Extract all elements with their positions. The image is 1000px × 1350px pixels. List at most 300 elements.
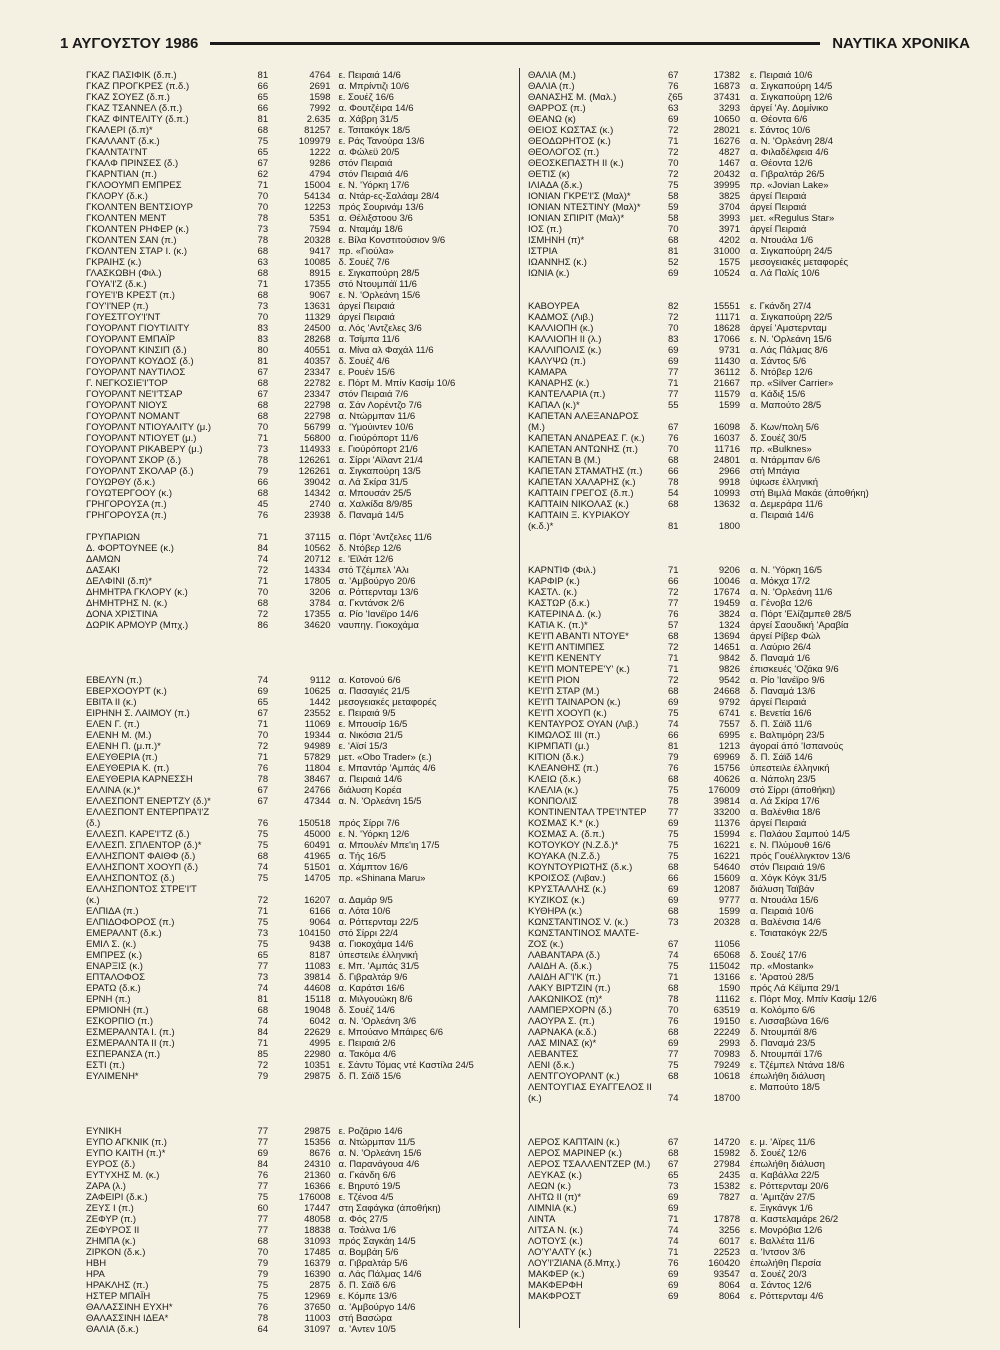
ship-name: ΚΩΝΣΤΑΝΤΙΝΟΣ ΜΑΛΤΕ- [528, 928, 639, 939]
tonnage: 40551 [304, 345, 331, 356]
ship-row [528, 477, 958, 488]
ship-name: ΙΩΑΝΝΗΣ (κ.) [528, 257, 587, 268]
ship-row [528, 972, 958, 983]
tonnage: 22980 [304, 1049, 331, 1060]
position-report: α. Ρόττερνταμ 13/6 [338, 587, 419, 598]
ship-name: ΓΟΥΟΡΛΝΤ ΕΜΠΑΪΡ [86, 334, 176, 345]
ship-name: ΚΕΝΤΑΥΡΟΣ ΟΥΑΝ (Λιβ.) [528, 719, 639, 730]
ship-name: ΚΩΝΣΤΑΝΤΙΝΟΣ V. (κ.) [528, 917, 629, 928]
tonnage: 12087 [713, 884, 740, 895]
build-year: 73 [257, 928, 269, 939]
ship-row [86, 532, 511, 543]
build-year: 78 [257, 1313, 269, 1324]
tonnage: 10046 [713, 576, 740, 587]
build-year: 70 [257, 587, 269, 598]
build-year: 74 [257, 862, 269, 873]
ship-name: ΕΛΕΝΗ Μ. (Μ.) [86, 730, 152, 741]
build-year: 68 [257, 400, 269, 411]
position-report: μετ. «Obo Trader» (ε.) [338, 752, 432, 763]
ship-row [528, 642, 958, 653]
position-report: α. Σάντος 12/6 [750, 1280, 812, 1291]
ship-row [86, 1236, 511, 1247]
ship-name: ΙΟΝΙΑΝ ΝΤΕΣΤΙΝΥ (Μαλ)* [528, 202, 641, 213]
tonnage: 45000 [304, 829, 331, 840]
ship-row [528, 884, 958, 895]
build-year: 66 [668, 730, 679, 741]
tonnage: 14720 [713, 1137, 740, 1148]
build-year: 72 [257, 1060, 269, 1071]
tonnage: 3784 [309, 598, 331, 609]
build-year: 71 [668, 378, 679, 389]
tonnage: 44608 [304, 983, 331, 994]
tonnage: 16207 [304, 895, 331, 906]
ship-row [528, 840, 958, 851]
tonnage: 16873 [713, 81, 740, 92]
build-year: 78 [668, 796, 679, 807]
build-year: 75 [668, 785, 679, 796]
position-report: ε. Ρόττερνταμ 4/6 [750, 1291, 824, 1302]
build-year: 70 [668, 224, 679, 235]
position-report: στό Σίρρι (άποθήκη) [750, 785, 836, 796]
tonnage: 20712 [304, 554, 331, 565]
ship-row [86, 983, 511, 994]
position-report: ε. Ν. 'Υόρκη 17/6 [338, 180, 410, 191]
ship-row [528, 609, 958, 620]
position-report: άργεί 'Αγ. Δομίνικο [750, 103, 829, 114]
tonnage [696, 510, 750, 521]
ship-row [86, 1170, 511, 1181]
position-report: α. Σουέζ 20/3 [750, 1269, 807, 1280]
ship-name: ΓΟΥ'Ι'ΝΕΡ (π.) [86, 301, 149, 312]
position-report: ε. Ν. 'Ορλεάνη 15/6 [338, 290, 421, 301]
ship-row [86, 708, 511, 719]
position-report: α. Δεμεράρα 11/6 [750, 499, 823, 510]
tonnage: 104150 [298, 928, 331, 939]
ship-row [528, 235, 958, 246]
build-year: 62 [257, 169, 269, 180]
tonnage: 7992 [309, 103, 331, 114]
position-report: ε. Κόμπε 13/6 [338, 1291, 397, 1302]
build-year: 66 [257, 81, 269, 92]
build-year: 71 [257, 576, 269, 587]
position-report: α. Γκντάνσκ 2/6 [338, 598, 405, 609]
ship-row [528, 1247, 958, 1258]
position-report: πρ. «Γιούλα» [338, 246, 394, 257]
position-report: στό Ντουμπάϊ 11/6 [338, 279, 417, 290]
build-year: 68 [257, 1236, 269, 1247]
ship-row [528, 1159, 958, 1170]
ship-name: ΘΕΤΙΣ (κ) [528, 169, 570, 180]
ship-name: Δ. ΦΟΡΤΟΥΝΕΕ (κ.) [86, 543, 174, 554]
tonnage: 126261 [298, 466, 331, 477]
ship-name: ΚΟΥΝΤΟΥΡΙΩΤΗΣ (δ.κ.) [528, 862, 633, 873]
ship-row [528, 895, 958, 906]
ship-row [86, 125, 511, 136]
position-report: ε. Ξιγκάνγκ 1/6 [750, 1203, 813, 1214]
ship-row [86, 213, 511, 224]
build-year: 57 [668, 620, 679, 631]
ship-row [86, 785, 511, 796]
position-report: δ. Π. Σάϊδ 15/6 [338, 1071, 402, 1082]
ship-row [528, 499, 958, 510]
position-report: α. Θέλιξστοου 3/6 [338, 213, 413, 224]
position-report: α. Καράτσι 16/6 [338, 983, 405, 994]
position-report: στή Βασώρα [338, 1313, 393, 1324]
position-report: α. Ν. 'Υόρκη 16/5 [750, 565, 823, 576]
position-report: δ. Παναμά 13/6 [750, 686, 816, 697]
build-year: 70 [668, 1005, 679, 1016]
ship-name: ΛΟΥ'Ι'ΖΙΑΝΑ (δ.Μπχ.) [528, 1258, 621, 1269]
build-year: 68 [257, 268, 269, 279]
build-year: 74 [668, 1093, 679, 1104]
ship-name: ΘΕΙΟΣ ΚΩΣΤΑΣ (κ.) [528, 125, 614, 136]
position-report: α. Τακόμα 4/6 [338, 1049, 397, 1060]
ship-row [86, 1269, 511, 1280]
build-year: 65 [257, 92, 269, 103]
tonnage: 17066 [713, 334, 740, 345]
position-report: δ. Παναμά 1/6 [750, 653, 810, 664]
tonnage: 3993 [718, 213, 740, 224]
position-report: στόν Πειραιά [338, 158, 393, 169]
ship-row [528, 752, 958, 763]
tonnage: 11376 [714, 818, 740, 829]
ship-name: ΓΟΥΕ'Ι'Β ΚΡΕΣΤ (π.) [86, 290, 175, 301]
build-year: 71 [668, 136, 679, 147]
tonnage: 11804 [304, 763, 331, 774]
build-year: 80 [257, 345, 269, 356]
ship-row [86, 1302, 511, 1313]
tonnage: 39995 [713, 180, 740, 191]
ship-name: ΚΑΛΛΙΟΠΗ ΙΙ (λ.) [528, 334, 602, 345]
position-report: έπισκευές 'Οζάκα 9/6 [750, 664, 839, 675]
ship-row [528, 587, 958, 598]
ship-name: ΕΒΕΛΥΝ (π.) [86, 675, 143, 686]
ship-row [528, 928, 958, 939]
build-year: 68 [668, 235, 679, 246]
position-report: δ. Κων/πολη 5/6 [750, 422, 819, 433]
tonnage: 20328 [713, 917, 740, 928]
tonnage: 17382 [713, 70, 740, 81]
ship-row [86, 719, 511, 730]
tonnage: 9067 [309, 290, 331, 301]
tonnage: 4827 [718, 147, 740, 158]
ship-name: ΚΑΛΛΙΟΠΗ (κ.) [528, 323, 594, 334]
ship-name: (κ.δ.)* [528, 521, 554, 532]
build-year: 82 [668, 301, 679, 312]
tonnage: 11329 [304, 312, 331, 323]
build-year: 68 [668, 983, 679, 994]
position-report: ε. Πειραιά 14/6 [338, 70, 401, 81]
position-report: πρ. «Jovian Lake» [750, 180, 829, 191]
build-year: 77 [257, 1214, 269, 1225]
tonnage: 1222 [309, 147, 331, 158]
ship-row [86, 103, 511, 114]
tonnage: 40626 [713, 774, 740, 785]
position-report: ε. Βενετία 16/6 [750, 708, 812, 719]
build-year: 78 [668, 994, 679, 1005]
ship-row [86, 466, 511, 477]
ship-name: ΖΕΦΥΡ (π.) [86, 1214, 137, 1225]
ship-name: ΙΟΣ (π.) [528, 224, 563, 235]
build-year: 84 [257, 543, 269, 554]
position-report: α. Ντώρμπαν 11/6 [338, 411, 416, 422]
ship-name: ΓΟΥΟΡΛΝΤ ΣΚΟΡ (δ.) [86, 455, 181, 466]
tonnage: 8676 [309, 1148, 331, 1159]
tonnage: 51501 [304, 862, 331, 873]
position-report: α. Σίρρι 'Αϊλαντ 21/4 [338, 455, 423, 466]
position-report: ε. Πειραιά 9/5 [338, 708, 396, 719]
build-year: 68 [668, 1071, 679, 1082]
tonnage: 65068 [713, 950, 740, 961]
ship-name: ΛΕΥΚΑΣ (κ.) [528, 1170, 582, 1181]
ship-name: ΕΛΛΗΣΠΟΝΤΟΣ ΣΤΡΕ'Ι'Τ [86, 884, 197, 895]
position-report: άργεί Σαουδική 'Αραβία [750, 620, 849, 631]
tonnage: 9438 [309, 939, 331, 950]
tonnage: 114933 [299, 444, 331, 455]
build-year: 76 [257, 1170, 269, 1181]
build-year: 69 [668, 1192, 679, 1203]
build-year: 77 [668, 389, 679, 400]
position-report: έπωλήθη διάλυση [750, 1071, 825, 1082]
ship-group [528, 70, 958, 279]
ship-name: ΓΡΗΓΟΡΟΥΣΑ (π.) [86, 510, 167, 521]
ship-name: ΔΩΡΙΚ ΑΡΜΟΥΡ (Μπχ.) [86, 620, 189, 631]
position-report: α. Μιλγουώκη 8/6 [338, 994, 413, 1005]
tonnage: 13694 [713, 631, 740, 642]
position-report: άργεί Πειραιά [750, 224, 807, 235]
tonnage: 24310 [304, 1159, 331, 1170]
build-year: 69 [257, 686, 269, 697]
ship-row [86, 818, 511, 829]
ship-name: ΛΑΙΔΗ Α. (δ.κ.) [528, 961, 592, 972]
ship-row [86, 158, 511, 169]
ship-name: Γ. ΝΕΓΚΟΣΙΕ'Ι'ΤΟΡ [86, 378, 168, 389]
position-report: α. Ντουάλα 1/6 [750, 235, 814, 246]
position-report: ε. Σάντυ Τόμας ντέ Καστίλα 24/5 [338, 1060, 474, 1071]
ship-row [528, 1192, 958, 1203]
position-report: α. Λά Σκίρα 17/6 [750, 796, 820, 807]
position-report: α. Σιγκαπούρη 12/6 [750, 92, 833, 103]
position-report: α. Φουτζέιρα 14/6 [338, 103, 414, 114]
tonnage: 18700 [713, 1093, 740, 1104]
tonnage: 9206 [718, 565, 740, 576]
position-report: α. Γιβραλτάρ 5/6 [338, 1258, 408, 1269]
ship-name: ΓΛΑΣΚΩΒΗ (Φιλ.) [86, 268, 162, 279]
ship-name: ΙΛΙΑΔΑ (δ.κ.) [528, 180, 583, 191]
ship-row [528, 521, 958, 532]
position-report: ε. Σάντος 10/6 [750, 125, 811, 136]
build-year [668, 510, 696, 521]
build-year: 79 [257, 466, 269, 477]
tonnage: 115042 [709, 961, 740, 972]
position-report [750, 1093, 955, 1104]
ship-name: (Μ.) [528, 422, 545, 433]
ship-name: ΓΚΟΛΝΤΕΝ ΣΤΑΡ Ι. (κ.) [86, 246, 188, 257]
build-year: 78 [257, 774, 269, 785]
ship-name: ΓΟΥΩΤΕΡΓΟΟΥ (κ.) [86, 488, 173, 499]
ship-name: ΘΕΟΣΚΕΠΑΣΤΗ ΙΙ (κ.) [528, 158, 624, 169]
tonnage: 18838 [304, 1225, 331, 1236]
tonnage: 22523 [713, 1247, 740, 1258]
build-year: 83 [668, 334, 679, 345]
tonnage: 10993 [713, 488, 740, 499]
build-year: 67 [668, 1159, 679, 1170]
ship-name: ΔΕΛΦΙΝΙ (δ.π)* [86, 576, 152, 587]
ship-name: ΗΡΑΚΛΗΣ (π.) [86, 1280, 149, 1291]
tonnage: 14651 [713, 642, 740, 653]
ship-row [86, 1137, 511, 1148]
ship-row [528, 114, 958, 125]
ship-row [528, 576, 958, 587]
tonnage: 126261 [298, 455, 331, 466]
tonnage: 17355 [304, 279, 331, 290]
ship-name: ΓΡΗΓΟΡΟΥΣΑ (π.) [86, 499, 167, 510]
ship-name: ΕΒΙΤΑ ΙΙ (κ.) [86, 697, 137, 708]
build-year: 68 [257, 246, 269, 257]
position-report: ε. Τζέμπελ Ντάνα 18/6 [750, 1060, 845, 1071]
tonnage: 9792 [718, 697, 740, 708]
ship-name: ΖΑΦΕΙΡΙ (δ.κ.) [86, 1192, 148, 1203]
position-report: δ. Σουέζ 17/6 [750, 950, 807, 961]
ship-name: ΚΑΠΕΤΑΝ ΧΑΛΑΡΗΣ (κ.) [528, 477, 636, 488]
position-report: δ. Ντουμπάϊ 8/6 [750, 1027, 817, 1038]
build-year: 67 [668, 422, 679, 433]
ship-name: ΓΟΥΟΡΛΝΤ ΚΟΥΔΟΣ (δ.) [86, 356, 194, 367]
build-year: 70 [257, 202, 269, 213]
tonnage: 9731 [718, 345, 740, 356]
ship-row [528, 873, 958, 884]
tonnage: 9777 [718, 895, 740, 906]
tonnage: 69969 [713, 752, 740, 763]
build-year: 68 [668, 631, 679, 642]
tonnage: 57829 [304, 752, 331, 763]
ship-name: ΓΚΟΛΝΤΕΝ ΜΕΝΤ [86, 213, 167, 224]
ship-row [528, 191, 958, 202]
position-report: δ. Παναμά 23/5 [750, 1038, 816, 1049]
tonnage: 16037 [713, 433, 740, 444]
tonnage: 54134 [304, 191, 331, 202]
build-year [668, 411, 696, 422]
ship-name: ΚΟΥΑΚΑ (Ν.Ζ.δ.) [528, 851, 601, 862]
ship-name: ΚΑΠΕΤΑΝ ΑΝΔΡΕΑΣ Γ. (κ.) [528, 433, 645, 444]
tonnage: 160420 [708, 1258, 740, 1269]
tonnage: 8915 [309, 268, 331, 279]
ship-row [528, 180, 958, 191]
tonnage: 15551 [713, 301, 740, 312]
ship-group [528, 301, 958, 532]
position-report: ε. Βίλα Κονστιτούσιον 9/6 [338, 235, 446, 246]
position-report: ε. 'Αϊσί 15/3 [338, 741, 388, 752]
ship-name: (κ.) [86, 895, 100, 906]
ship-row [528, 103, 958, 114]
position-report: πρ. «Bulknes» [750, 444, 812, 455]
ship-row [528, 400, 958, 411]
ship-row [86, 972, 511, 983]
position-report: α. Ρίο 'Ιανέϊρο 9/6 [750, 675, 825, 686]
tonnage: 4202 [718, 235, 740, 246]
tonnage: 21667 [713, 378, 740, 389]
build-year: 68 [668, 862, 679, 873]
ship-name: ΛΟ'Υ'ΑΛΤΥ (κ.) [528, 1247, 592, 1258]
ship-name: ΖΑΡΑ (λ.) [86, 1181, 126, 1192]
ship-row [86, 862, 511, 873]
ship-row [86, 356, 511, 367]
build-year: 76 [257, 1302, 269, 1313]
position-report: δ. Π. Σάϊδ 11/6 [750, 719, 812, 730]
ship-row [86, 554, 511, 565]
position-report: ε. Ρόττερνταμ 20/6 [750, 1181, 829, 1192]
position-report: διάλυση Ταϊβάν [750, 884, 815, 895]
tonnage: 70983 [713, 1049, 740, 1060]
tonnage: 24801 [713, 455, 740, 466]
ship-name: ΓΟΥΟΡΛΝΤ ΝΟΜΑΝΤ [86, 411, 180, 422]
build-year: 69 [668, 268, 679, 279]
ship-name: ΙΣΤΡΙΑ [528, 246, 558, 257]
ship-name: ΚΟΣΜΑΣ Α. (δ.π.) [528, 829, 605, 840]
build-year: 65 [257, 697, 269, 708]
ship-row [86, 389, 511, 400]
build-year: 72 [668, 675, 679, 686]
tonnage: 15982 [713, 1148, 740, 1159]
position-report: α. Σάντος 5/6 [750, 356, 807, 367]
ship-name: ΓΚΟΛΝΤΕΝ ΡΗΦΕΡ (κ.) [86, 224, 189, 235]
tonnage: 34620 [304, 620, 331, 631]
ship-name: ΘΑΛΙΑ (Μ.) [528, 70, 576, 81]
ship-name: ΛΑΡΝΑΚΑ (κ.δ.) [528, 1027, 597, 1038]
ship-row [86, 1148, 511, 1159]
position-report: α. Λά Σκίρα 31/5 [338, 477, 408, 488]
ship-row [86, 741, 511, 752]
ship-name: ΛΙΤΣΑ Ν. (κ.) [528, 1225, 583, 1236]
ship-row [528, 906, 958, 917]
header-rule [210, 42, 820, 45]
ship-name: ΓΟΥΟΡΛΝΤ ΝΕ'Ι'ΤΣΑΡ [86, 389, 183, 400]
ship-row [528, 1291, 958, 1302]
position-report: α. Σιγκαπούρη 24/5 [750, 246, 833, 257]
ship-row [86, 455, 511, 466]
tonnage: 81257 [304, 125, 331, 136]
tonnage: 4794 [309, 169, 331, 180]
build-year: 76 [668, 1258, 679, 1269]
tonnage: 2691 [309, 81, 331, 92]
build-year: 75 [257, 136, 269, 147]
build-year: 78 [257, 235, 269, 246]
ship-row [86, 543, 511, 554]
tonnage: 23347 [304, 389, 331, 400]
build-year: 69 [668, 1280, 679, 1291]
build-year: 72 [668, 587, 679, 598]
tonnage: 3293 [718, 103, 740, 114]
build-year: 68 [257, 1005, 269, 1016]
ship-row [86, 477, 511, 488]
ship-name: ΚΑΡΦΙΡ (κ.) [528, 576, 580, 587]
build-year: 68 [668, 906, 679, 917]
position-report: α. Φιλαδέλφεια 4/6 [750, 147, 829, 158]
ship-group [528, 565, 958, 1104]
position-report: στη Σαφάγκα (άποθήκη) [338, 1203, 441, 1214]
position-report: α. 'Ιντσον 3/6 [750, 1247, 806, 1258]
position-report: ε. Ρουέν 15/6 [338, 367, 395, 378]
position-report: α. Μόκχα 17/2 [750, 576, 811, 587]
tonnage: 41965 [304, 851, 331, 862]
ship-row [86, 961, 511, 972]
ship-name: ΛΑΚΥ ΒΙΡΤΖΙΝ (π.) [528, 983, 611, 994]
tonnage: 3704 [718, 202, 740, 213]
ship-row [86, 1258, 511, 1269]
ship-row [528, 411, 958, 422]
build-year: 69 [668, 356, 679, 367]
build-year: 71 [668, 1247, 679, 1258]
